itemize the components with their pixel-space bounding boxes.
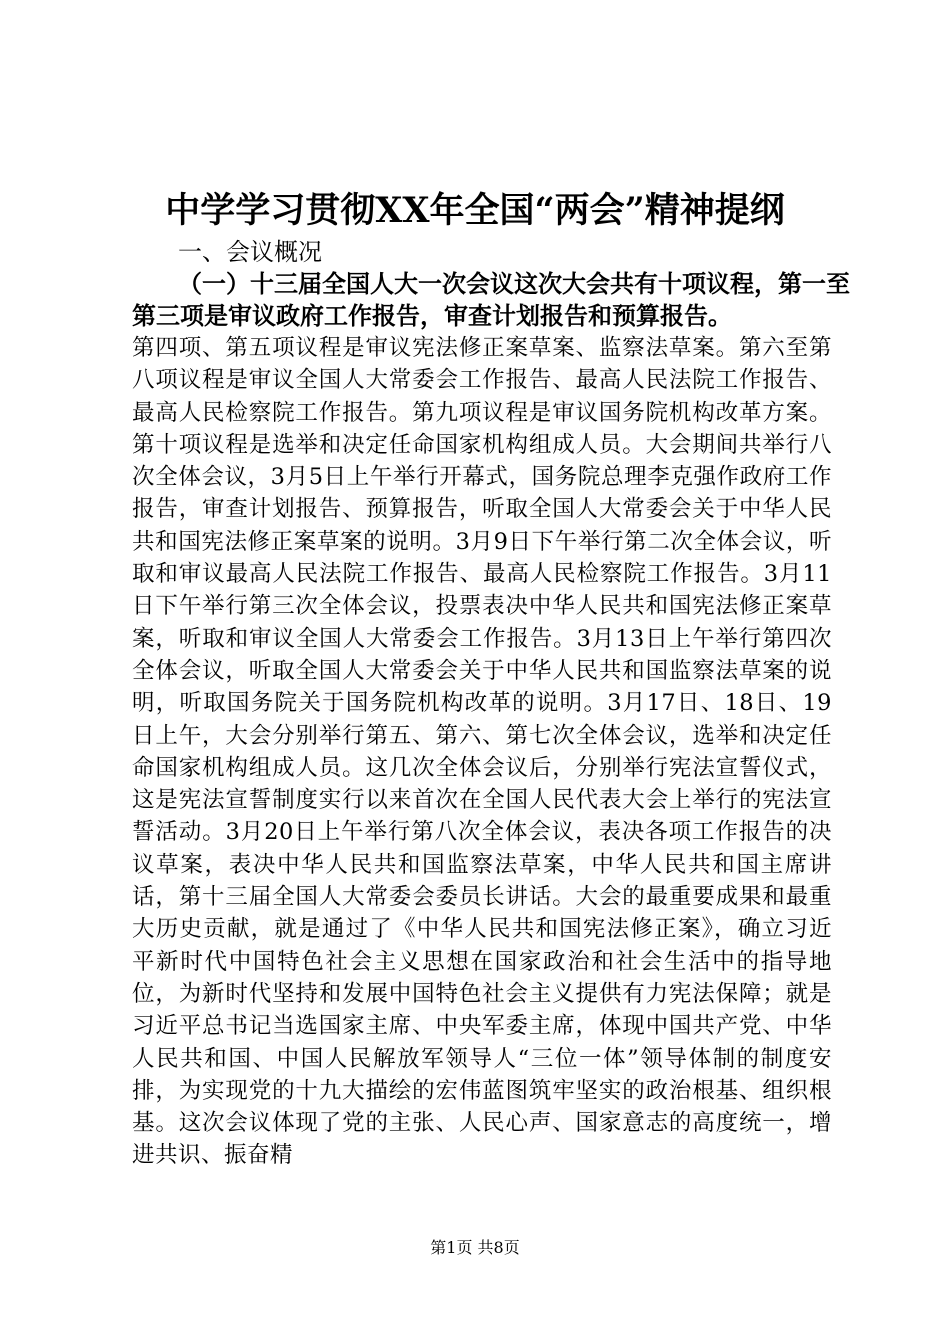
bold-paragraph: （一）十三届全国人大一次会议这次大会共有十项议程，第一至第三项是审议政府工作报告，审查计划报告和预算报告。 — [132, 269, 850, 330]
body-paragraph: 第四项、第五项议程是审议宪法修正案草案、监察法草案。第六至第八项议程是审议全国人大常委会工作报告、最高人民法院工作报告、最高人民检察院工作报告。第九项议程是审议国务院机构改革方案。第十项议程是选举和决定任命国家机构组成人员。大会期间共举行八次全体会议，3月5日上午举行开幕式，国务院总理李克强作政府工作报告，审查计划报告、预算报告，听取全国人大常委会关于中华人民共和国宪法修正案草案的说明。3月9日下午举行第二次全体会议，听取和审议最高人民法院工作报告、最高人民检察院工作报告。3月11日下午举行第三次全体会议，投票表决中华人民共和国宪法修正案草案，听取和审议全国人大常委会工作报告。3月13日上午举行第四次全体会议，听取全国人大常委会关于中华人民共和国监察法草案的说明，听取国务院关于国务院机构改革的说明。3月17日、18日、19日上午，大会分别举行第五、第六、第七次全体会议，选举和决定任命国家机构组成人员。这几次全体会议后，分别举行宪法宣誓仪式，这是宪法宣誓制度实行以来首次在全国人民代表大会上举行的宪法宣誓活动。3月20日上午举行第八次全体会议，表决各项工作报告的决议草案，表决中华人民共和国监察法草案，中华人民共和国主席讲话，第十三届全国人大常委会委员长讲话。大会的最重要成果和最重大历史贡献，就是通过了《中华人民共和国宪法修正案》，确立习近平新时代中国特色社会主义思想在国家政治和社会生活中的指导地位，为新时代坚持和发展中国特色社会主义提供有力宪法保障；就是习近平总书记当选国家主席、中央军委主席，体现中国共产党、中华人民共和国、中国人民解放军领导人“三位一体”领导体制的制度安排，为实现党的十九大描绘的宏伟蓝图筑牢坚实的政治根基、组织根基。这次会议体现了党的主张、人民心声、国家意志的高度统一，增进共识、振奋精 — [132, 335, 832, 1169]
document-title: 中学学习贯彻XX年全国“两会”精神提纲 — [165, 190, 785, 231]
section-heading: 一、会议概况 — [178, 238, 322, 266]
page-footer: 第1页 共8页 — [430, 1238, 520, 1257]
